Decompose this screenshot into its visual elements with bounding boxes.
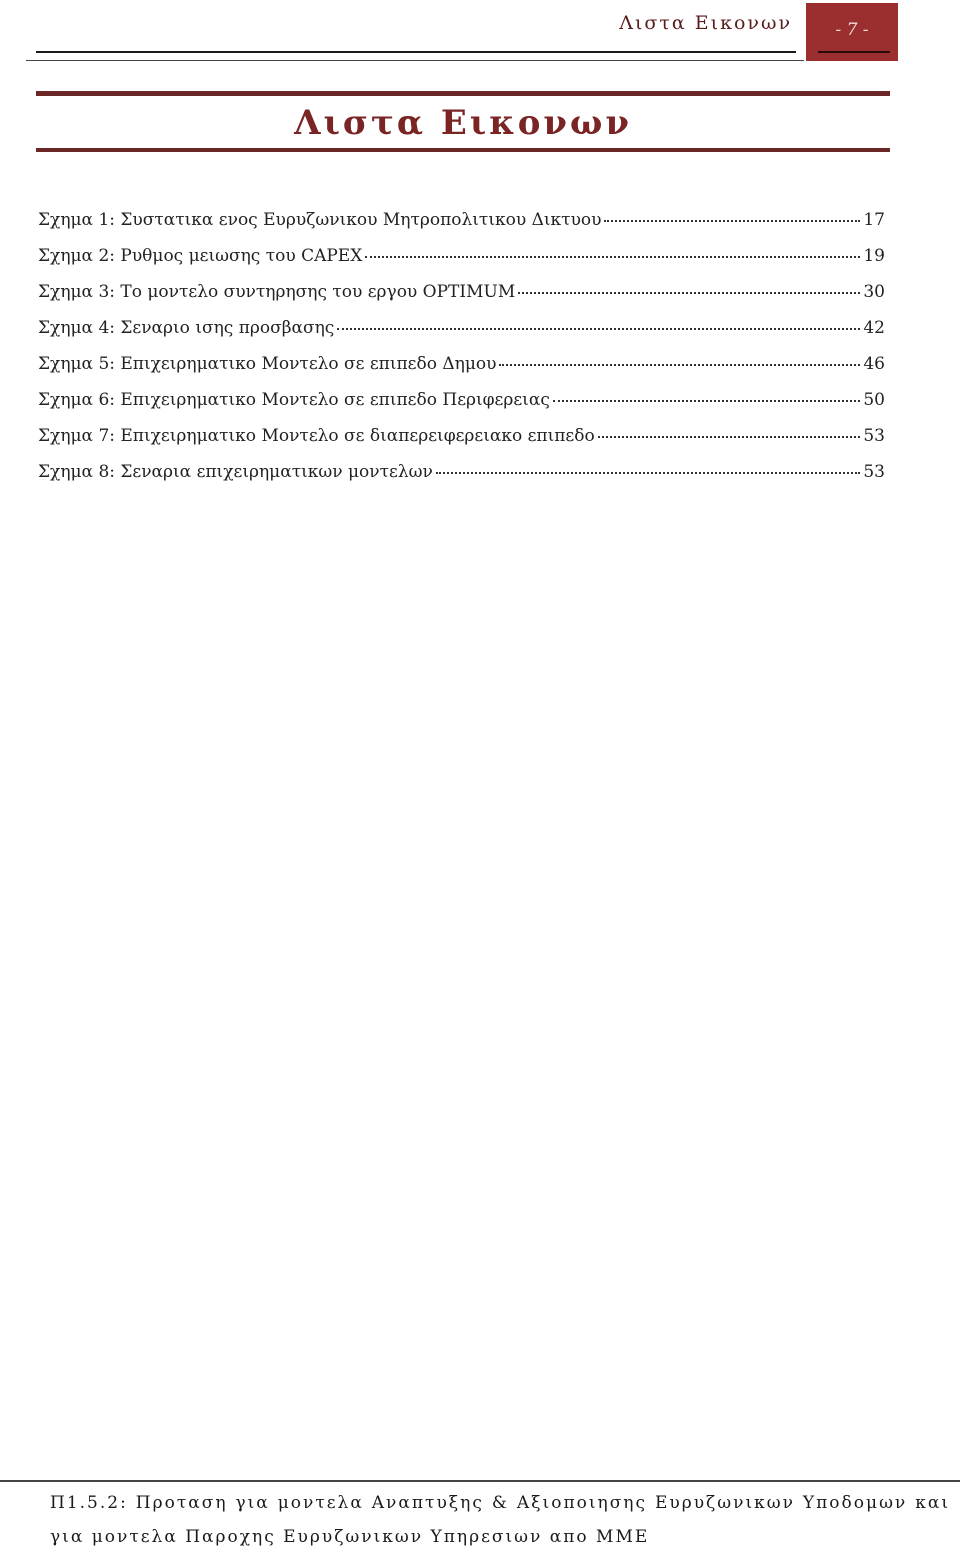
toc-entry-text: Σχημα 2: Ρυθμος μειωσης του CAPEX [38,246,363,266]
toc-entry-page: 42 [863,318,885,338]
header-rule-thin [26,60,804,61]
toc-leader-dots [499,364,860,366]
toc-entry[interactable] [38,210,885,246]
page-title: Λιστα Εικονων [294,103,632,143]
title-bar-bottom [36,148,890,152]
toc-entry[interactable] [38,390,885,426]
footer-rule [0,1480,960,1482]
toc-leader-dots [436,472,861,474]
toc-entry[interactable] [38,246,885,282]
page-number-box [806,3,898,61]
toc-entry[interactable] [38,282,885,318]
toc-leader-dots [553,400,861,402]
toc-entry-text: Σχημα 3: Το μοντελο συντηρησης του εργου OPTIMUM [38,282,516,302]
toc-entry-text: Σχημα 4: Σεναριο ισης προσβασης [38,318,335,338]
page-number-rule [818,51,890,53]
toc-entry-text: Σχημα 7: Επιχειρηματικο Μοντελο σε διαπερειφερειακο επιπεδο [38,426,595,446]
toc-entry[interactable] [38,354,885,390]
toc-entry-page: 53 [863,462,885,482]
toc-entry[interactable] [38,462,885,498]
toc-leader-dots [598,436,861,438]
toc-entry-text: Σχημα 1: Συστατικα ενος Ευρυζωνικου Μητροπολιτικου Δικτυου [38,210,602,230]
toc-entry[interactable] [38,426,885,462]
toc-entry-text: Σχημα 5: Επιχειρηματικο Μοντελο σε επιπεδο Δημου [38,354,497,374]
toc-entry-page: 46 [863,354,885,374]
toc-entry-text: Σχημα 8: Σεναρια επιχειρηματικων μοντελων [38,462,433,482]
footer-text: Π1.5.2: Προταση για μοντελα Αναπτυξης & Αξιοποιησης Ευρυζωνικων Υποδομων και για μοντελα Παροχης Ευρυζωνικων Υπηρεσιων απο ΜΜΕ [50,1493,950,1547]
toc-entry-page: 30 [863,282,885,302]
title-bar-top [36,91,890,96]
figure-list [38,210,885,498]
toc-entry-page: 50 [863,390,885,410]
toc-leader-dots [518,292,860,294]
header-title: Λιστα Εικονων [619,12,792,34]
header-rule [36,51,796,53]
toc-leader-dots [604,220,860,222]
toc-entry-text: Σχημα 6: Επιχειρηματικο Μοντελο σε επιπεδο Περιφερειας [38,390,550,410]
toc-entry-page: 53 [863,426,885,446]
toc-leader-dots [365,256,860,258]
toc-entry[interactable] [38,318,885,354]
toc-entry-page: 17 [863,210,885,230]
toc-entry-page: 19 [863,246,885,266]
page-number: - 7 - [835,20,869,40]
toc-leader-dots [337,328,860,330]
